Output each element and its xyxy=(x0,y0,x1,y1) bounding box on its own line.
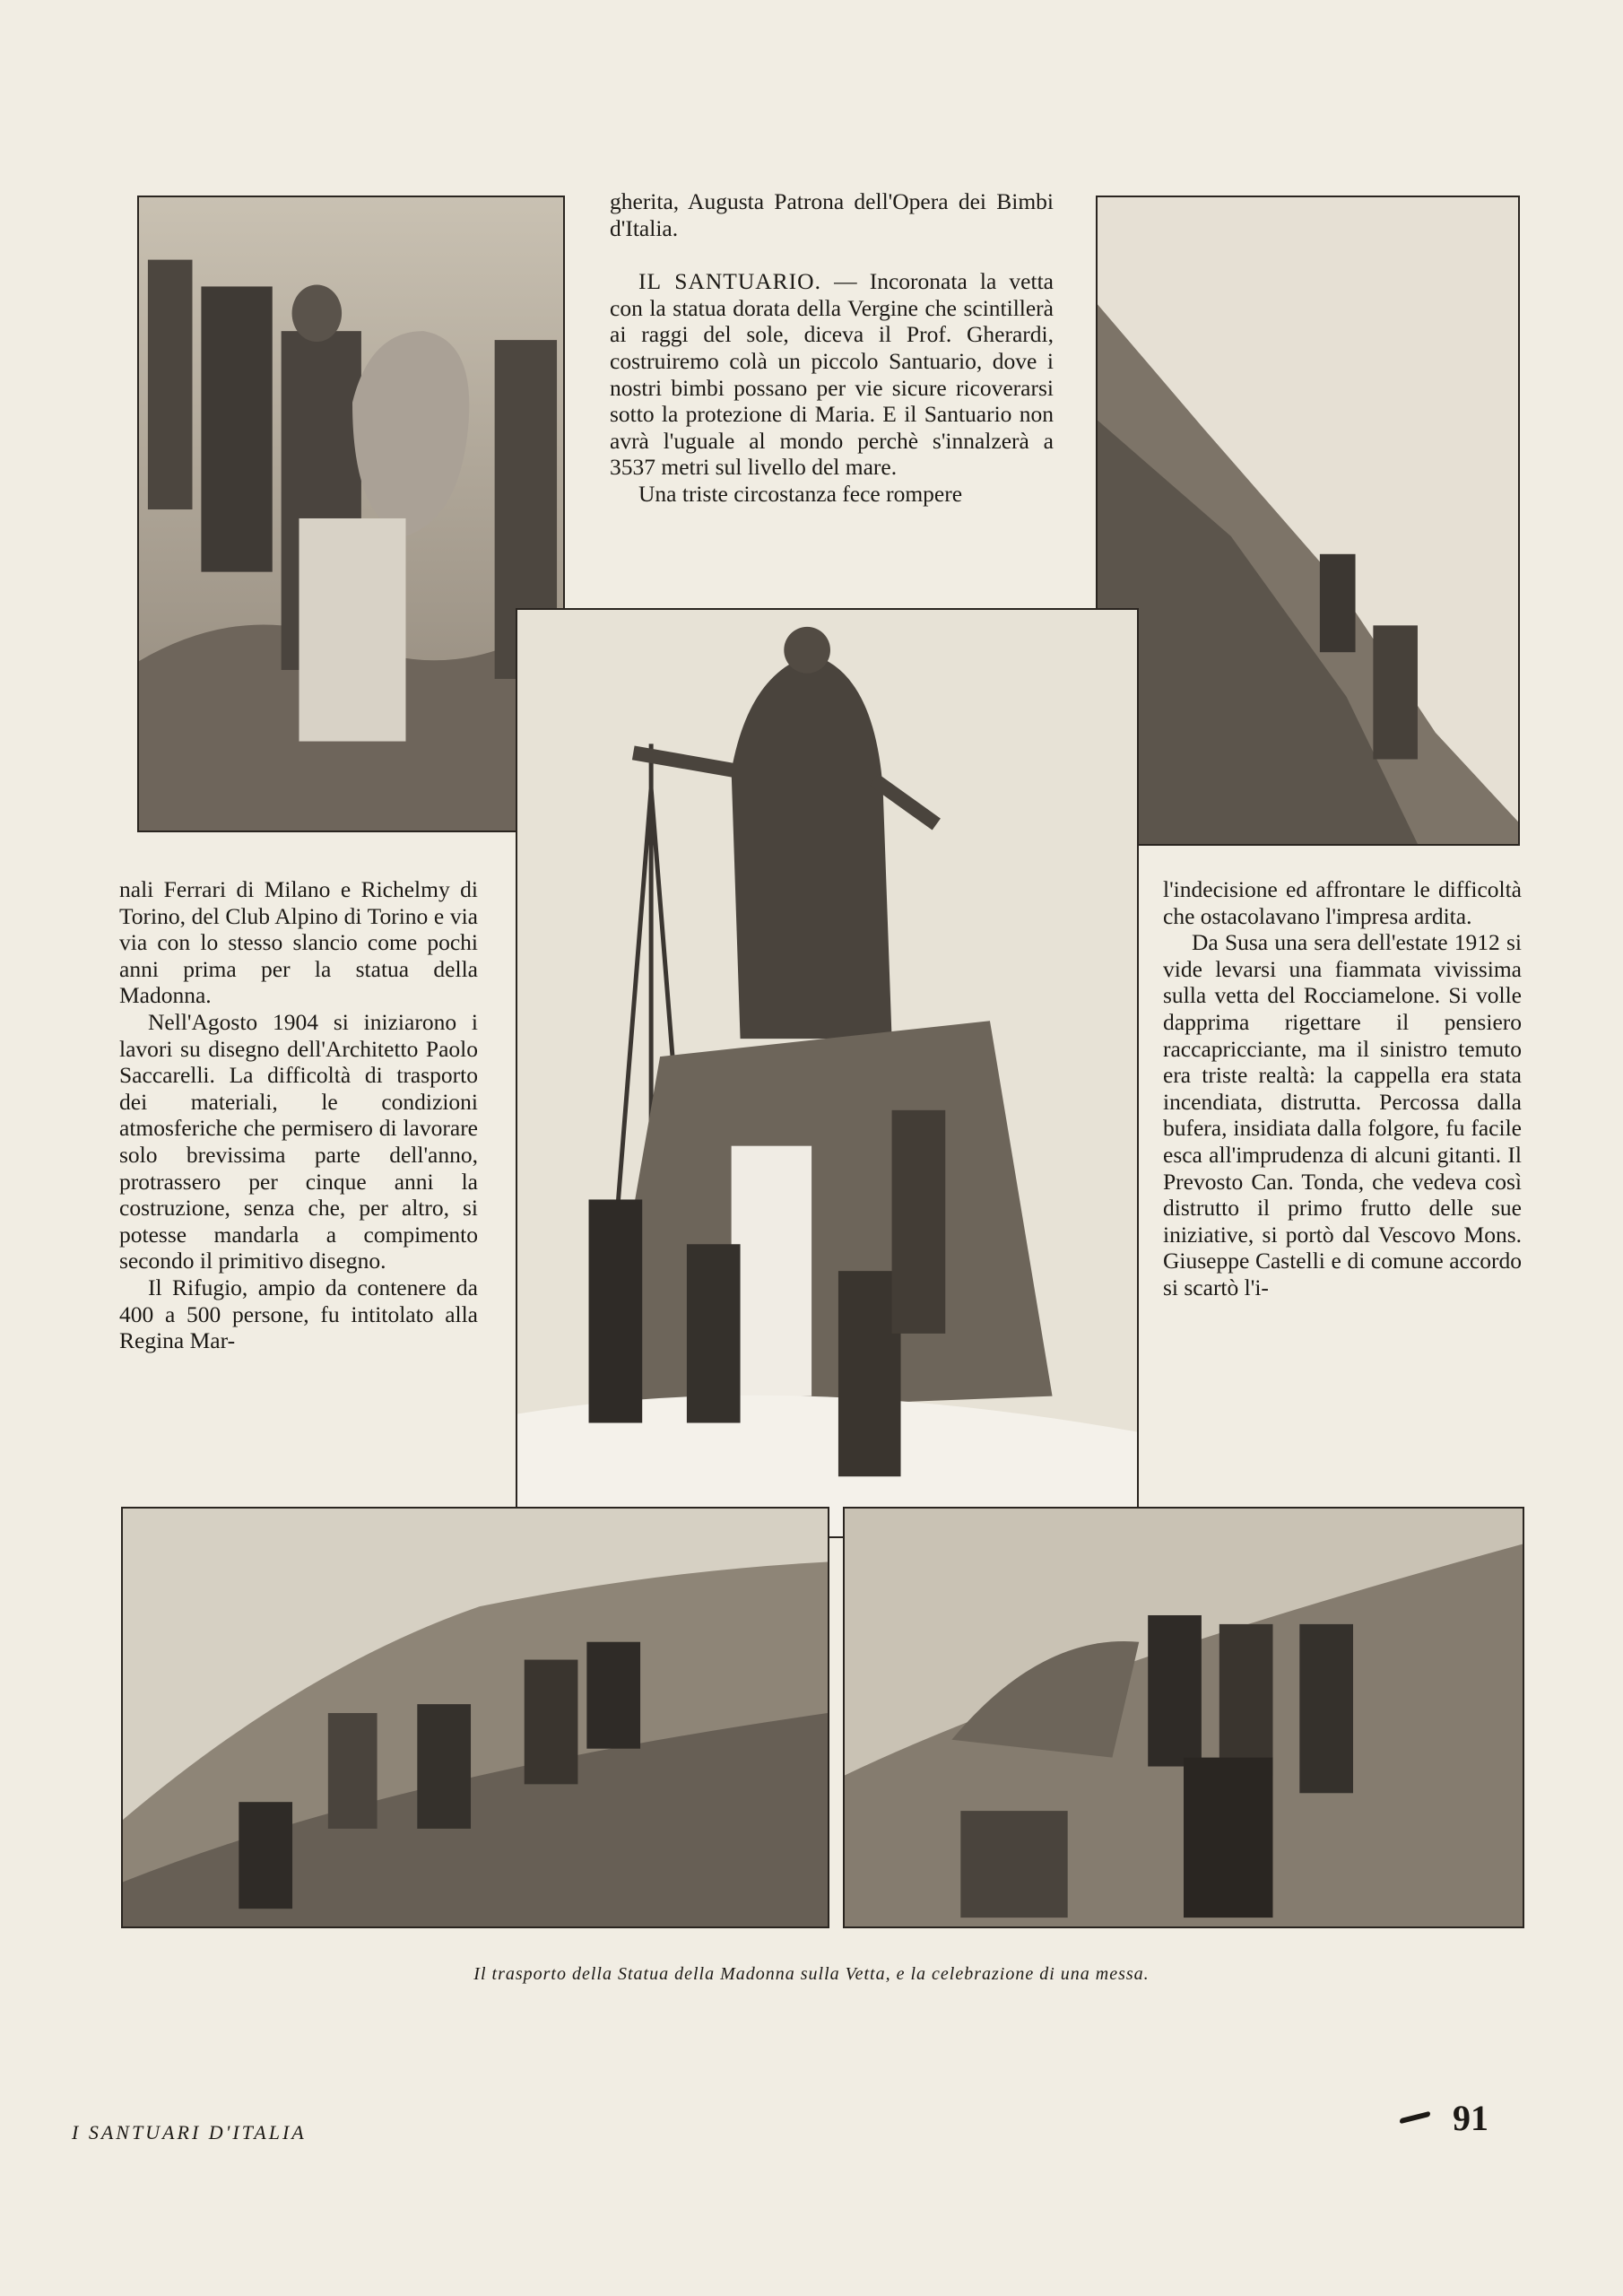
page-number: 91 xyxy=(1453,2098,1488,2138)
text-column-top-middle xyxy=(610,188,1054,508)
photo-climbers-on-rocky-slope xyxy=(1096,196,1520,846)
photo-group-celebrating-mass xyxy=(843,1507,1524,1928)
text-column-left xyxy=(119,876,478,1354)
paragraph: Il Rifugio, ampio da contenere da 400 a 500 persone, fu intitolato alla Regina Mar- xyxy=(119,1274,478,1354)
publication-title: I SANTUARI D'ITALIA xyxy=(72,2121,307,2144)
page-number-dash xyxy=(1400,2111,1430,2124)
paragraph: Nell'Agosto 1904 si iniziarono i lavori su disegno dell'Architetto Paolo Saccarelli. La difficoltà di trasporto dei materiali, le condizioni atmosferiche che permisero di lavorare solo brevissima parte dell'anno, protrassero per cinque anni la costruzione, senza che, per altro, si potesse mandarla a compimento secondo il primitivo disegno. xyxy=(119,1008,478,1274)
photo-caption: Il trasporto della Statua della Madonna sulla Vetta, e la celebrazione di una messa. xyxy=(473,1964,1150,1984)
paragraph: — Incoronata la vetta con la statua dorata della Vergine che scintillerà ai raggi del sole, diceva il Prof. Gherardi, costruiremo colà un piccolo Santuario, dove i nostri bimbi possano per vie sicure ricoverarsi sotto la protezione di Maria. E il Santuario non avrà l'uguale al mondo perchè s'innalzerà a 3537 metri sul livello del mare. xyxy=(610,268,1054,481)
photo-statue-of-madonna-on-summit xyxy=(516,608,1139,1538)
section-heading: IL SANTUARIO. xyxy=(638,268,821,295)
paragraph: nali Ferrari di Milano e Richelmy di Torino, del Club Alpino di Torino e via via con lo stesso slancio come pochi anni prima per la statua della Madonna. xyxy=(119,876,478,1009)
paragraph: Una triste circostanza fece rompere xyxy=(638,480,963,507)
photo-men-carrying-statue-head xyxy=(137,196,565,832)
text-column-right xyxy=(1163,876,1522,1301)
paragraph: gherita, Augusta Patrona dell'Opera dei Bimbi d'Italia. xyxy=(610,188,1054,241)
photo-group-hauling-statue-uphill xyxy=(121,1507,829,1928)
paragraph: l'indecisione ed affrontare le difficoltà che ostacolavano l'impresa ardita. xyxy=(1163,876,1522,929)
paragraph: Da Susa una sera dell'estate 1912 si vide levarsi una fiammata vivissima sulla vetta del Rocciamelone. Si volle dapprima rigettare il pensiero raccapricciante, ma il sinistro temuto era triste realtà: la cappella era stata incendiata, distrutta. Percossa dalla bufera, insidiata dalla folgore, fu facile esca all'imprudenza di alcuni gitanti. Il Prevosto Can. Tonda, che vedeva così distrutto il primo frutto delle sue iniziative, si portò dal Vescovo Mons. Giuseppe Castelli e di comune accordo si scartò l'i- xyxy=(1163,929,1522,1300)
